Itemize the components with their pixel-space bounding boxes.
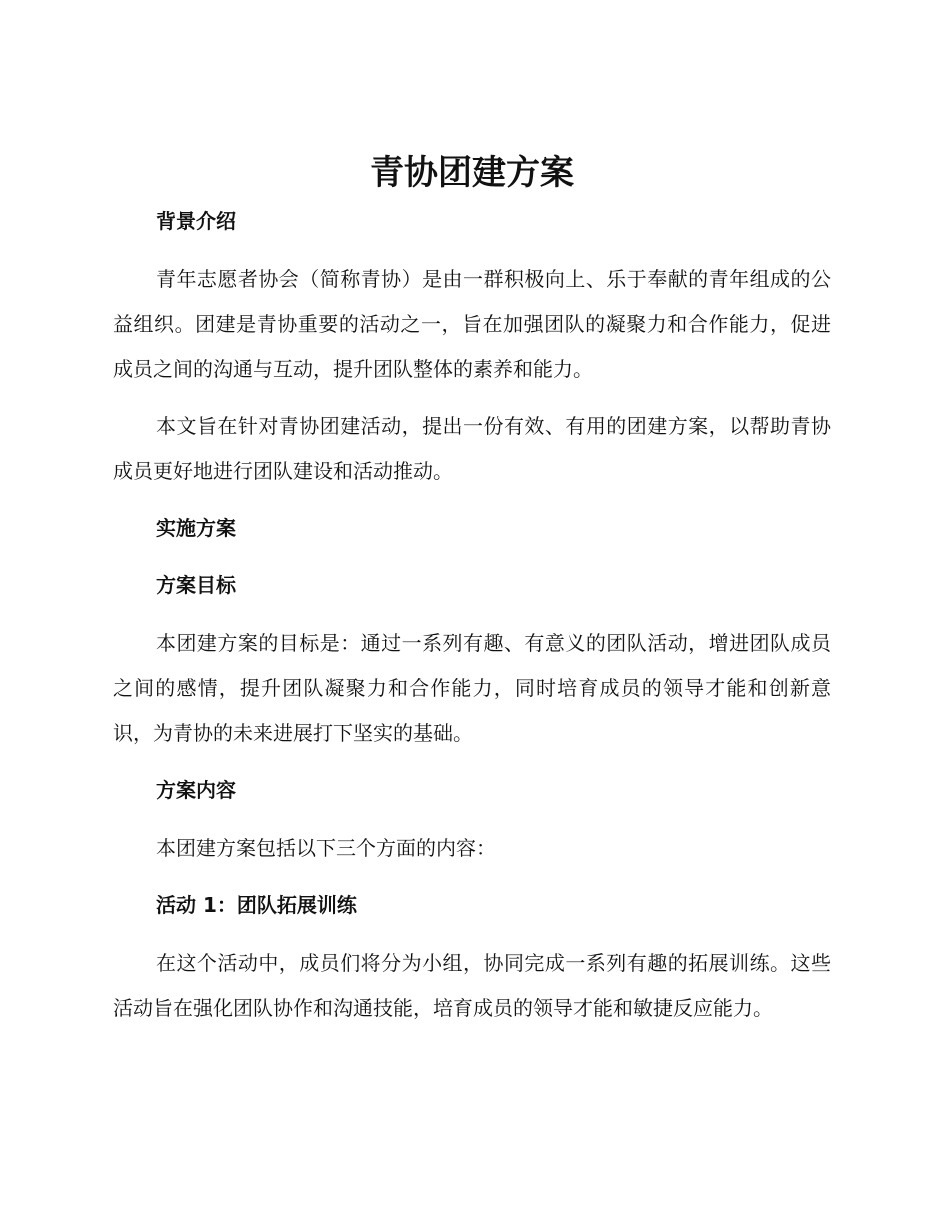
document-title: 青协团建方案: [370, 153, 574, 193]
paragraph-content-intro: 本团建方案包括以下三个方面的内容：: [156, 836, 496, 860]
heading-content: 方案内容: [156, 778, 236, 802]
heading-goal: 方案目标: [156, 573, 236, 597]
heading-plan: 实施方案: [156, 516, 236, 540]
document-body: [113, 150, 831, 1031]
heading-background: 背景介绍: [156, 209, 236, 233]
paragraph-activity-1: 在这个活动中，成员们将分为小组，协同完成一系列有趣的拓展训练。这些活动旨在强化团队协作和沟通技能，培育成员的领导才能和敏捷反应能力。: [113, 951, 831, 1020]
paragraph-background-1: 青年志愿者协会（简称青协）是由一群积极向上、乐于奉献的青年组成的公益组织。团建是青协重要的活动之一，旨在加强团队的凝聚力和合作能力，促进成员之间的沟通与互动，提升团队整体的素养和能力。: [113, 267, 831, 381]
paragraph-background-2: 本文旨在针对青协团建活动，提出一份有效、有用的团建方案，以帮助青协成员更好地进行团队建设和活动推动。: [113, 414, 831, 483]
heading-activity-1: 活动 1：团队拓展训练: [156, 893, 357, 917]
paragraph-goal: 本团建方案的目标是：通过一系列有趣、有意义的团队活动，增进团队成员之间的感情，提升团队凝聚力和合作能力，同时培育成员的领导才能和创新意识，为青协的未来进展打下坚实的基础。: [113, 631, 831, 745]
